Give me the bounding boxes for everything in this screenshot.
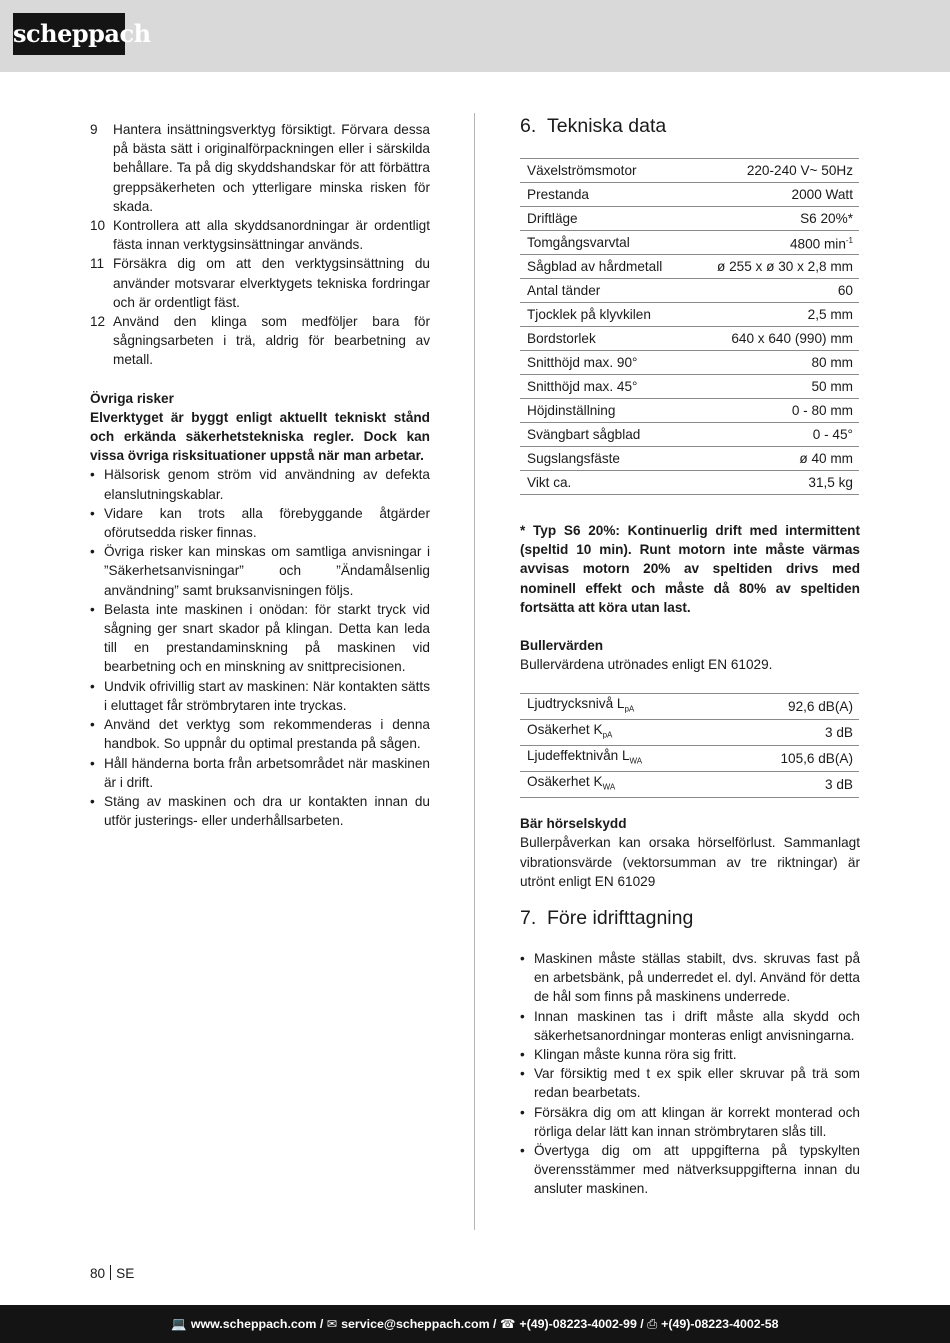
list-item: [520, 1007, 860, 1045]
operating-mode-note: * Typ S6 20%: Kontinuerlig drift med intermittent (speltid 10 min). Runt motorn inte måste värmas avvisas motorn 20% av speltiden drivs med nominell effekt och måste då 80% av speltiden fortsätta att köra utan last.: [520, 523, 860, 615]
list-item: [90, 254, 430, 312]
bullet: •: [90, 678, 95, 694]
list-item: [90, 754, 430, 792]
spec-value: ø 40 mm: [689, 447, 859, 471]
noise-value: 3 dB: [723, 772, 859, 798]
list-item: [90, 312, 430, 370]
list-item: [520, 1045, 860, 1064]
spec-label: Bordstorlek: [520, 327, 689, 351]
spec-label: Tomgångsvarvtal: [520, 231, 689, 255]
item-text: Innan maskinen tas i drift måste alla skydd och säkerhetsanordningar monteras enligt anvisningarna.: [534, 1008, 860, 1043]
list-item: [90, 504, 430, 542]
spec-label: Tjocklek på klyvkilen: [520, 303, 689, 327]
risks-heading: Övriga risker: [90, 390, 174, 406]
list-item: [520, 1103, 860, 1141]
spec-label: Driftläge: [520, 207, 689, 231]
item-text: Stäng av maskinen och dra ur kontakten innan du utför justerings- eller underhållsarbeten.: [104, 793, 430, 829]
list-item: [520, 949, 860, 1007]
table-row: [520, 183, 859, 207]
table-row: [520, 207, 859, 231]
table-row: [520, 279, 859, 303]
spec-value: 60: [689, 279, 859, 303]
table-row: [520, 720, 859, 746]
tech-data-table: [520, 158, 859, 495]
noise-value: 92,6 dB(A): [723, 694, 859, 720]
column-divider: [474, 113, 475, 1230]
left-column: [90, 120, 430, 830]
item-text: Försäkra dig om att klingan är korrekt monterad och rörliga delar lätt kan innan strömbrytaren slås till.: [534, 1104, 860, 1139]
envelope-icon: ✉: [326, 1317, 338, 1331]
section-title-commission: 7. Före idrifttagning: [520, 906, 694, 929]
item-text: Övertyga dig om att uppgifterna på typskylten överensstämmer med nätverksuppgifterna innan du ansluter maskinen.: [534, 1142, 860, 1197]
item-number: 10: [90, 218, 106, 234]
hearing-text: Bullerpåverkan kan orsaka hörselförlust. Sammanlagt vibrationsvärde (vektorsumman av tre riktningar) är utrönt enligt EN 61029: [520, 835, 860, 889]
bullet: •: [90, 467, 95, 483]
footer-bar: 💻 www.scheppach.com / ✉ service@scheppach.com / ☎ +(49)-08223-4002-99 / ⎙ +(49)-08223-4002-58: [0, 1305, 950, 1343]
list-item: [90, 120, 430, 216]
hearing-heading: Bär hörselskydd: [520, 816, 627, 832]
item-number: 12: [90, 314, 106, 330]
spec-value: 80 mm: [689, 351, 859, 375]
list-item: [90, 465, 430, 503]
noise-label: Ljudeffektnivån $L_{WA}$: [520, 746, 723, 772]
spec-label: Prestanda: [520, 183, 689, 207]
spec-value: 640 x 640 (990) mm: [689, 327, 859, 351]
spec-value: 4800 $\min^{-1}$: [689, 231, 859, 255]
noise-heading: Bullervärden: [520, 638, 604, 654]
item-number: 11: [90, 256, 105, 272]
section-title-tech: 6. Tekniska data: [520, 115, 667, 137]
bullet: •: [520, 1046, 525, 1062]
spec-label: Snitthöjd max. 45°: [520, 375, 689, 399]
item-text: Kontrollera att alla skyddsanordningar är ordentligt fästa innan verktygsinsättningar används.: [113, 218, 430, 253]
table-row: [520, 255, 859, 279]
bullet: •: [90, 601, 95, 617]
list-item: [520, 1141, 860, 1199]
noise-label: Osäkerhet $K_{pA}$: [520, 720, 723, 746]
list-item: [90, 677, 430, 715]
spec-value: 2000 Watt: [689, 183, 859, 207]
phone-icon: ☎: [499, 1317, 516, 1331]
spec-label: Växelströmsmotor: [520, 159, 689, 183]
noise-label: Ljudtrycksnivå $L_{pA}$: [520, 694, 723, 720]
bullet: •: [90, 717, 95, 733]
footer-phone: +(49)-08223-4002-99: [519, 1317, 637, 1331]
list-item: [90, 542, 430, 600]
item-text: Klingan måste kunna röra sig fritt.: [534, 1046, 737, 1062]
item-text: Undvik ofrivillig start av maskinen: När kontakten sätts i eluttaget får strömbrytaren inte tryckas.: [104, 678, 430, 713]
bullet: •: [520, 1142, 525, 1158]
page-number-separator: [110, 1265, 111, 1280]
item-text: Var försiktig med t ex spik eller skruvar på trä som redan bearbetats.: [534, 1066, 860, 1101]
bullet: •: [90, 755, 95, 771]
noise-value: 3 dB: [723, 720, 859, 746]
spec-label: Snitthöjd max. 90°: [520, 351, 689, 375]
table-row: [520, 399, 859, 423]
item-text: Vidare kan trots alla förebyggande åtgärder oförutsedda risker finnas.: [104, 505, 430, 541]
table-row: [520, 423, 859, 447]
noise-label: Osäkerhet $K_{WA}$: [520, 772, 723, 798]
footer-website[interactable]: www.scheppach.com: [190, 1317, 317, 1331]
bullet: •: [520, 1066, 525, 1082]
table-row: [520, 303, 859, 327]
item-text: Hantera insättningsverktyg försiktigt. Förvara dessa på bästa sätt i originalförpackningen eller i särskilda behållare. Ta på dig skyddshandskar för att förbättra greppsäkerheten och ytterligare minska risken för skada.: [113, 122, 430, 214]
spec-value: 2,5 mm: [689, 303, 859, 327]
page-number: 80 SE: [90, 1266, 135, 1281]
item-text: Övriga risker kan minskas om samtliga anvisningar i ”Säkerhetsanvisningar” och ”Ändamålsenlig användning” samt bruksanvisningen följs.: [104, 544, 430, 598]
spec-label: Sugslangsfäste: [520, 447, 689, 471]
list-item: [90, 792, 430, 830]
spec-value: 31,5 kg: [689, 471, 859, 495]
item-text: Maskinen måste ställas stabilt, dvs. skruvas fast på en arbetsbänk, på underredet el. dyl. Använd för detta de hål som finns på maskinens underrede.: [534, 950, 860, 1005]
item-text: Försäkra dig om att den verktygsinsättning du använder motsvarar elverktygets tekniska fordringar och är ordentligt fäst.: [113, 256, 430, 310]
commission-list: [520, 949, 860, 1199]
bullet: •: [520, 1104, 525, 1120]
fax-icon: ⎙: [647, 1317, 658, 1331]
spec-value: ø 255 x ø 30 x 2,8 mm: [689, 255, 859, 279]
item-text: Använd det verktyg som rekommenderas i denna handbok. So uppnår du optimal prestanda på sågen.: [104, 717, 430, 752]
footer-fax: +(49)-08223-4002-58: [661, 1317, 779, 1331]
table-row: [520, 327, 859, 351]
table-row: [520, 772, 859, 798]
footer-email[interactable]: service@scheppach.com: [341, 1317, 490, 1331]
bullet: •: [90, 544, 95, 560]
list-item: [90, 216, 430, 254]
item-number: 9: [90, 122, 98, 137]
spec-label: Vikt ca.: [520, 471, 689, 495]
table-row: [520, 375, 859, 399]
item-text: Hälsorisk genom ström vid användning av defekta elanslutningskablar.: [104, 467, 430, 502]
table-row: [520, 746, 859, 772]
brand-logo: scheppach: [13, 13, 125, 55]
item-text: Håll händerna borta från arbetsområdet när maskinen är i drift.: [104, 755, 430, 790]
spec-value: 220-240 V~ 50Hz: [689, 159, 859, 183]
numbered-list: [90, 120, 430, 370]
list-item: [90, 600, 430, 677]
header-band: [0, 0, 950, 72]
table-row: [520, 231, 859, 255]
noise-value: 105,6 dB(A): [723, 746, 859, 772]
item-text: Använd den klinga som medföljer bara för sågningsarbeten i trä, aldrig för bearbetning av metall.: [113, 314, 430, 368]
spec-label: Sågblad av hårdmetall: [520, 255, 689, 279]
table-row: [520, 471, 859, 495]
noise-intro: Bullervärdena utrönades enligt EN 61029.: [520, 657, 773, 673]
spec-value: 50 mm: [689, 375, 859, 399]
table-row: [520, 447, 859, 471]
list-item: [90, 715, 430, 753]
bullet: •: [520, 950, 525, 966]
bullet: •: [90, 793, 95, 809]
spec-value: 0 - 45°: [689, 423, 859, 447]
bullet: •: [520, 1008, 525, 1024]
table-row: [520, 351, 859, 375]
spec-value: 0 - 80 mm: [689, 399, 859, 423]
right-column: [520, 113, 860, 1199]
computer-icon: 💻: [171, 1317, 187, 1331]
list-item: [520, 1064, 860, 1102]
spec-label: Svängbart sågblad: [520, 423, 689, 447]
spec-label: Höjdinställning: [520, 399, 689, 423]
spec-label: Antal tänder: [520, 279, 689, 303]
spec-value: S6 20%*: [689, 207, 859, 231]
table-row: [520, 694, 859, 720]
noise-table: [520, 693, 859, 798]
table-row: [520, 159, 859, 183]
risks-intro: Elverktyget är byggt enligt aktuellt tekniskt stånd och erkända säkerhetstekniska regler. Dock kan vissa övriga risksituationer uppstå när man arbetar.: [90, 409, 430, 464]
risks-list: [90, 465, 430, 830]
bullet: •: [90, 505, 95, 521]
item-text: Belasta inte maskinen i onödan: för starkt tryck vid sågning ger snart skador på klingan. Detta kan leda till en prestandaminskning på maskinen vid bearbetning och en minskning av snittprecisionen.: [104, 601, 430, 675]
